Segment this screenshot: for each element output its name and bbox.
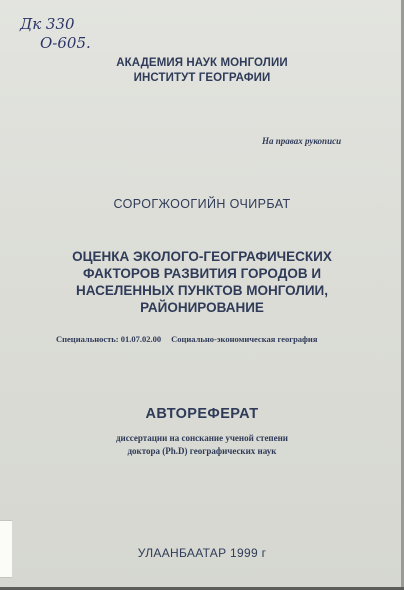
author-name: СОРОГЖООГИЙН ОЧИРБАТ <box>113 197 291 211</box>
rights-note: На правах рукописи <box>262 136 342 146</box>
specialty-code: Специальность: 01.07.02.00 <box>56 334 162 344</box>
specialty-field: Социально-экономическая география <box>171 334 318 344</box>
submission-line-2: доктора (Ph.D) географических наук <box>127 446 277 456</box>
handwritten-library-mark <box>18 12 118 54</box>
city-year: УЛААНБААТАР 1999 г <box>137 546 267 560</box>
document-type: АВТОРЕФЕРАТ <box>145 406 259 422</box>
academy-name: АКАДЕМИЯ НАУК МОНГОЛИИ <box>116 57 288 69</box>
handwritten-mark-line1: Дк 330 <box>20 15 75 33</box>
title-line-3: НАСЕЛЕННЫХ ПУНКТОВ МОНГОЛИИ, <box>76 283 328 298</box>
specialty-line <box>56 334 376 344</box>
institute-name: ИНСТИТУТ ГЕОГРАФИИ <box>133 72 271 84</box>
title-line-1: ОЦЕНКА ЭКОЛОГО-ГЕОГРАФИЧЕСКИХ <box>72 249 332 264</box>
edge-sticker <box>0 520 12 578</box>
submission-statement <box>0 432 404 458</box>
handwritten-mark-drawing <box>18 12 118 54</box>
title-line-2: ФАКТОРОВ РАЗВИТИЯ ГОРОДОВ И <box>82 266 322 281</box>
handwritten-mark-line2: О-605. <box>40 34 91 52</box>
title-line-4: РАЙОНИРОВАНИЕ <box>140 300 264 315</box>
thesis-title <box>30 248 374 316</box>
institution-header <box>0 56 404 86</box>
submission-line-1: диссертации на сонскание ученой степени <box>116 433 288 443</box>
